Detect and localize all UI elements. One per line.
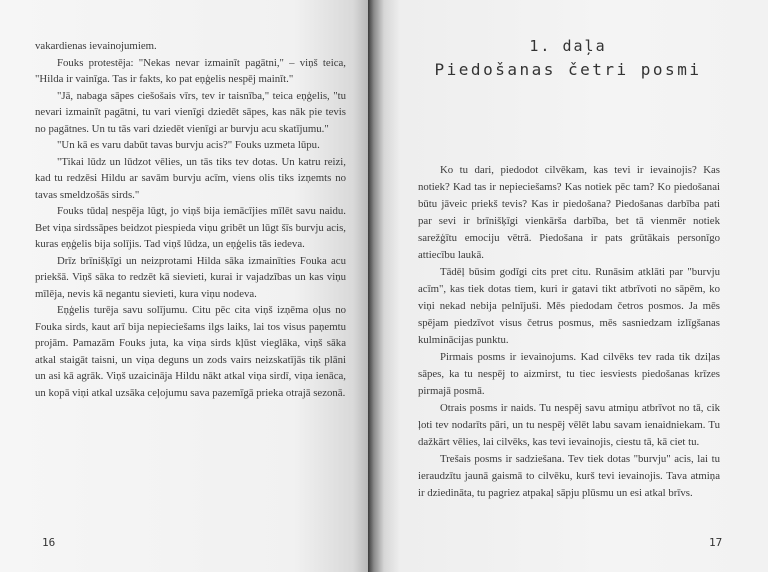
paragraph: Trešais posms ir sadziešana. Tev tiek dotas "burvju" acis, lai tu ieraudzītu jaunā gaismā to cilvēku, kurš tevi ievainojis. Tava atmiņa ir dziedināta, tu pagriez atpakaļ sāpju plūsmu un esi atkal brīvs.: [418, 453, 720, 499]
page-number: 16: [42, 536, 56, 549]
paragraph: "Un kā es varu dabūt tavas burvju acis?" Fouks uzmeta lūpu.: [57, 139, 320, 151]
paragraph: Drīz brīnišķīgi un neizprotami Hilda sāka izmainīties Fouka acu priekšā. Viņš sāka to redzēt kā sievieti, kurai ir vajadzības un kas viņu mīlēja, nevis kā negantu sievieti, kura viņu nodeva.: [35, 254, 346, 300]
page-number: 17: [709, 536, 723, 549]
paragraph: Tādēļ būsim godīgi cits pret citu. Runāsim atklāti par "burvju acīm", kas tiek dotas tiem, kuri ir gatavi tikt atbrīvoti no sāpēm, ko viņi nekad nebija pelnījuši. Mēs piedodam četros posmos. Ja mēs spējam piedzīvot visus četrus posmus, mēs sasniedzam izlīgšanas kulminācijas punktu.: [418, 266, 720, 346]
paragraph: Eņģelis turēja savu solījumu. Citu pēc cita viņš izņēma oļus no Fouka sirds, kaut arī bija nepieciešams ilgs laiks, lai tos visus paņemtu projām. Pamazām Fouks juta, ka viņa sirds kļūst vieglāka, viņš sāka atkal staigāt taisni, un viņa deguns un zods vairs neizskatījās tik plāni un asi kā agrāk. Viņš uzaicināja Hildu nākt atkal viņa sirdī, viņa ienāca, un kopā viņi atkal uzsāka ceļojumu sava pazemīgā prieka otrajā sezonā.: [35, 304, 346, 399]
chapter-title: Piedošanas četri posmi: [434, 60, 702, 79]
paragraph: "Jā, nabaga sāpes ciešošais vīrs, tev ir taisnība," teica eņģelis, "tu nevari izmainīt pagātni, tu vari vienīgi dziedēt sāpes, kas nāk pie tevis no pagātnes. Un tu tās vari dziedēt vienīgi ar burvju acu skatījumu.": [35, 89, 346, 135]
left-page-body: [35, 38, 346, 401]
paragraph: Fouks protestēja: "Nekas nevar izmainīt pagātni," – viņš teica, "Hilda ir vainīga. Tas ir fakts, ko pat eņģelis nespēj mainīt.": [35, 56, 346, 85]
paragraph: Ko tu dari, piedodot cilvēkam, kas tevi ir ievainojis? Kas notiek? Kad tas ir nepieciešams? Kas notiek pēc tam? Ko piedošanai būtu jāveic priekš tevis? Kas ir piedošana? Piedošanas darbība pati par sevi ir brīnišķīgi vienkārša darbība, bet tā vienmēr notiek sarežģītu emociju vētrā. Piedošana ir pats grūtākais personīgo attiecību laukā.: [418, 164, 720, 261]
paragraph: vakardienas ievainojumiem.: [35, 40, 157, 52]
right-page: [368, 0, 768, 572]
right-page-body: [418, 162, 720, 502]
left-page: [0, 0, 368, 572]
part-label: 1. daļa: [529, 37, 607, 55]
paragraph: "Tikai lūdz un lūdzot vēlies, un tās tiks tev dotas. Un katru reizi, kad tu redzēsi Hildu ar savām burvju acīm, viens olis tiks izņemts no tavas smeldzošās sirds.": [35, 155, 346, 201]
paragraph: Fouks tūdaļ nespēja lūgt, jo viņš bija iemācījies mīlēt savu naidu. Bet viņa sirdssāpes beidzot piespieda viņu gribēt un lūgt šīs burvju acis, kuras eņģelis bija solījis. Tad viņš lūdza, un eņģelis tās iedeva.: [35, 205, 346, 250]
paragraph: Otrais posms ir naids. Tu nespēj savu atmiņu atbrīvot no tā, cik ļoti tev nodarīts pāri, un tu nespēj vēlēt labu savam ienaidniekam. Tu dažkārt vēlies, lai cilvēks, kas tevi ievainojis, ciestu tā, kā ciet tu.: [418, 402, 720, 448]
paragraph: Pirmais posms ir ievainojums. Kad cilvēks tev rada tik dziļas sāpes, ka tu nespēj to aizmirst, tu tiec iesviests piedošanas krīzes pirmajā posmā.: [418, 351, 720, 397]
